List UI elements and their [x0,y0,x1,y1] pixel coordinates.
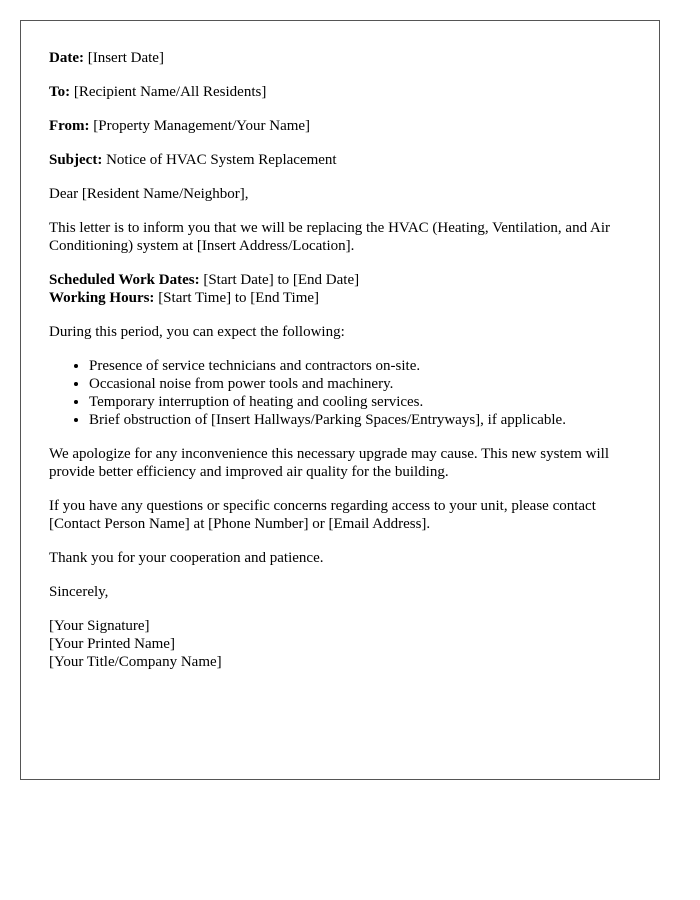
subject-line [49,151,631,169]
date-value: [Insert Date] [87,50,164,66]
schedule-block [49,271,631,307]
greeting: Dear [Resident Name/Neighbor], [49,186,249,202]
from-label: From: [49,118,90,134]
working-hours-line [49,289,631,307]
list-item: • Temporary interruption of heating and cooling services. [89,393,631,411]
work-dates-label: Scheduled Work Dates: [49,272,200,288]
to-line [49,83,631,101]
letter-page [20,20,660,780]
subject-label: Subject: [49,152,103,168]
expect-list [49,357,631,429]
working-hours-value: [Start Time] to [End Time] [158,290,320,306]
signature-block [49,617,631,671]
work-dates-value: [Start Date] to [End Date] [203,272,360,288]
title-company-line: [Your Title/Company Name] [49,654,222,670]
apology-paragraph: We apologize for any inconvenience this necessary upgrade may cause. This new system will provide better efficiency and improved air quality for the building. [49,446,610,480]
printed-name-line: [Your Printed Name] [49,636,175,652]
working-hours-label: Working Hours: [49,290,155,306]
expect-intro: During this period, you can expect the following: [49,324,345,340]
from-line [49,117,631,135]
work-dates-line [49,271,631,289]
date-label: Date: [49,50,84,66]
from-value: [Property Management/Your Name] [93,118,311,134]
list-item: • Presence of service technicians and contractors on-site. [89,357,631,375]
thanks-paragraph: Thank you for your cooperation and patience. [49,550,324,566]
to-label: To: [49,84,71,100]
intro-paragraph: This letter is to inform you that we will be replacing the HVAC (Heating, Ventilation, and Air Conditioning) system at [Insert Address/Location]. [49,220,611,254]
to-value: [Recipient Name/All Residents] [73,84,267,100]
valediction: Sincerely, [49,584,109,600]
contact-paragraph: If you have any questions or specific concerns regarding access to your unit, please contact [Contact Person Name] at [Phone Number] or [Email Address]. [49,498,596,532]
date-line [49,49,631,67]
list-item: • Brief obstruction of [Insert Hallways/Parking Spaces/Entryways], if applicable. [89,411,631,429]
signature-line: [Your Signature] [49,618,150,634]
subject-value: Notice of HVAC System Replacement [106,152,337,168]
list-item: • Occasional noise from power tools and machinery. [89,375,631,393]
